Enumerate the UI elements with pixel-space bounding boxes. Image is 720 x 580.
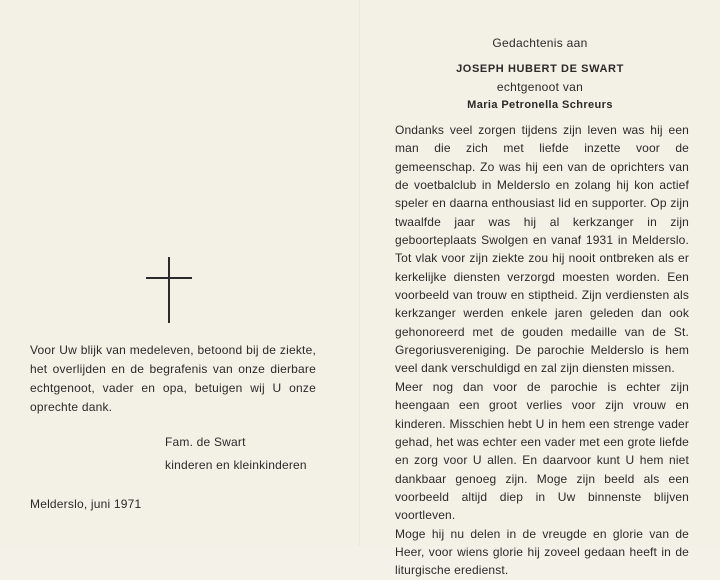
biography-paragraph: Moge hij nu delen in de vreugde en glorie van de Heer, voor wiens glorie hij zoveel gedaan heeft in de liturgische eredienst. <box>395 526 689 578</box>
cross-horizontal-bar <box>146 277 192 279</box>
cross-vertical-bar <box>168 257 170 323</box>
signature-relatives: kinderen en kleinkinderen <box>165 458 307 472</box>
place-date: Melderslo, juni 1971 <box>30 497 142 511</box>
biography-paragraph: Meer nog dan voor de parochie is echter zijn heengaan een groot verlies voor zijn vrouw en kinderen. Misschien hebt U in hem een strenge vader gehad, het was echter een vader met een grote liefde en zorg voor U allen. En daarvoor kunt U hem niet dankbaar genoeg zijn. Moge zijn beeld als een voorbeeld altijd diep in Uw binnenste blijven voortleven. <box>395 379 689 523</box>
thanks-text: Voor Uw blijk van medeleven, betoond bij de ziekte, het overlijden en de begrafenis van onze dierbare echtgenoot, vader en opa, betuigen wij U onze oprechte dank. <box>30 343 316 414</box>
memorial-heading: Gedachtenis aan <box>492 36 588 50</box>
biography <box>395 121 689 580</box>
spouse-name: Maria Petronella Schreurs <box>467 99 613 111</box>
cross-icon <box>146 257 192 323</box>
signature-family: Fam. de Swart <box>165 435 246 449</box>
deceased-name: JOSEPH HUBERT DE SWART <box>456 63 624 75</box>
relation-text: echtgenoot van <box>496 80 584 94</box>
biography-paragraph: Ondanks veel zorgen tijdens zijn leven was hij een man die zich met liefde inzette voor de gemeenschap. Zo was hij een van de oprichters van de voetbalclub in Melderslo en zolang hij kon actief speler en daarna enthousiast lid en supporter. Op zijn twaalfde jaar was hij al kerkzanger in zijn geboorteplaats Swolgen en vanaf 1931 in Melderslo. Tot vlak voor zijn ziekte zou hij nooit ontbreken als er kerkelijke diensten verzorgd moesten worden. Een voorbeeld van trouw en stiptheid. Zijn verdiensten als kerkzanger werden enkele jaren geleden dan ook gehonoreerd met de gouden medaille van de St. Gregoriusvereniging. De parochie Melderslo is hem veel dank verschuldigd en zal zijn diensten missen. <box>395 123 689 376</box>
